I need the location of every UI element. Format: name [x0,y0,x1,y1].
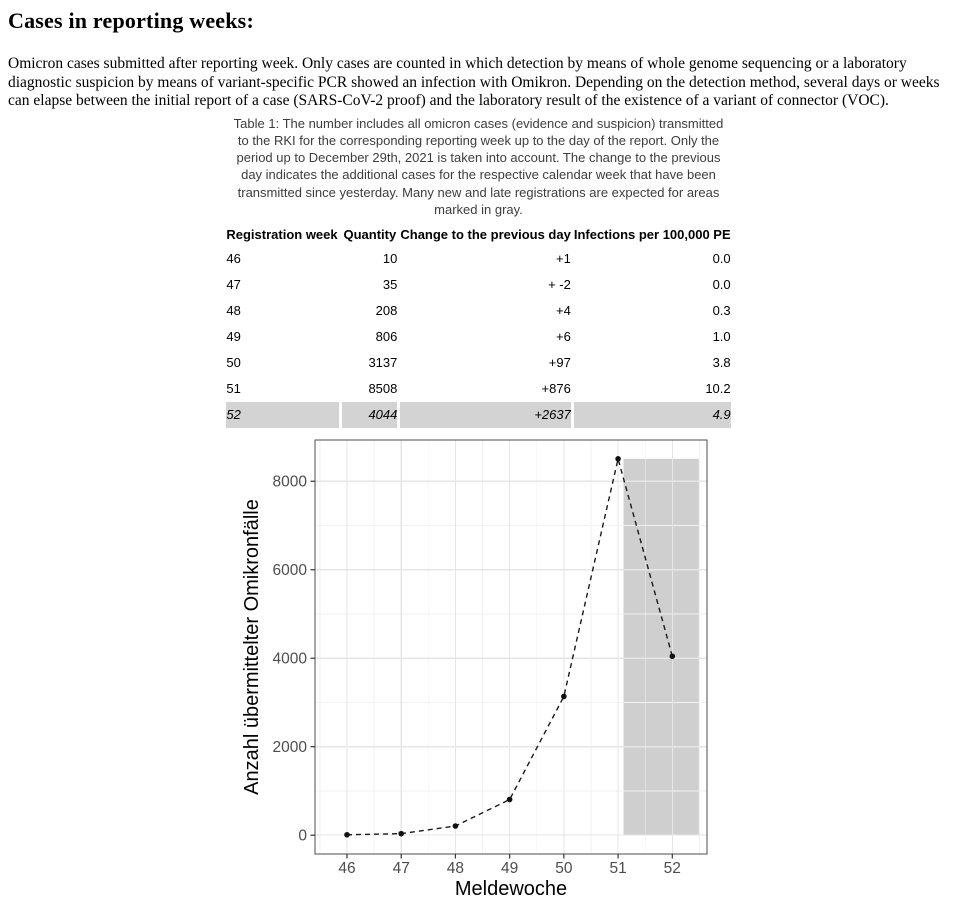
column-header-change: Change to the previous day [400,227,571,242]
table-row [226,324,730,350]
y-tick-label: 2000 [272,739,307,757]
data-point [669,653,675,659]
x-tick-label: 47 [392,860,410,877]
y-axis-title: Anzahl übermittelter Omikronfälle [240,499,263,795]
table-row [226,402,730,428]
cell-quantity: 806 [375,329,398,344]
cell-quantity: 8508 [368,381,398,396]
x-tick-label: 46 [337,860,356,877]
table-row [226,298,730,324]
table-caption: Table 1: The number includes all omicron cases (evidence and suspicion) transmitted to the RKI for the corresponding reporting week up to the day of the report. Only the period up to December 29th, 2021 is taken into account. The change to the previous day indicates the additional cases for the respective calendar week that have been transmitted since yesterday. Many new and late registrations are expected for areas marked in gray. [233,115,724,217]
column-header-registration-week: Registration week [226,227,338,242]
cell-quantity: 208 [375,303,398,318]
x-tick-label: 51 [608,860,627,877]
x-tick-label: 49 [500,860,518,877]
cell-infections: 4.9 [574,402,731,428]
cell-infections: 0.0 [712,277,731,292]
cell-registration-week: 52 [226,402,339,428]
cell-registration-week: 49 [226,329,241,344]
shaded-region [623,459,698,835]
x-axis-title: Meldewoche [454,878,567,900]
cell-quantity: 3137 [368,355,398,370]
cell-change: +97 [548,355,571,370]
page-title: Cases in reporting weeks: [8,8,254,33]
intro-paragraph: Omicron cases submitted after reporting week. Only cases are counted in which detection by means of whole genome sequencing or a laboratory diagnostic suspicion by means of variant-specific PCR showed an infection with Omikron. Depending on the detection method, several days or weeks can elapse between the initial report of a case (SARS-CoV-2 proof) and the laboratory result of the existence of a variant of connector (VOC). [8,55,940,110]
cell-registration-week: 51 [226,381,241,396]
data-point [398,831,404,837]
cell-quantity: 4044 [342,402,397,428]
table-row [226,350,730,376]
y-tick-label: 0 [297,827,307,845]
cell-change: +2637 [400,402,570,428]
table-row [226,272,730,298]
cell-registration-week: 46 [226,251,241,266]
cell-infections: 0.3 [712,303,731,318]
table-header-row [226,224,730,246]
cases-table [223,224,733,428]
chart-svg [239,437,719,904]
cell-change: +4 [556,303,571,318]
x-tick-label: 52 [663,860,681,877]
data-point [452,823,458,829]
cell-quantity: 10 [382,251,398,266]
y-tick-label: 8000 [272,473,307,491]
omicron-cases-chart [239,437,719,909]
cell-registration-week: 50 [226,355,241,370]
data-point [344,832,350,838]
x-tick-label: 50 [554,860,572,877]
column-header-quantity: Quantity [343,227,397,242]
data-point [506,797,512,803]
cell-quantity: 35 [382,277,398,292]
cell-change: +876 [541,381,571,396]
y-tick-label: 6000 [272,562,307,580]
cell-registration-week: 48 [226,303,241,318]
x-tick-label: 48 [446,860,464,877]
data-point [615,456,621,462]
column-header-infections: Infections per 100,000 PE [573,227,731,242]
cell-change: +1 [556,251,571,266]
cell-change: +6 [556,329,571,344]
table-row [226,246,730,272]
cell-infections: 3.8 [712,355,731,370]
cell-infections: 1.0 [712,329,731,344]
cell-registration-week: 47 [226,277,241,292]
cell-infections: 10.2 [705,381,731,396]
cases-table-body [226,246,730,428]
cell-change: + -2 [548,277,571,292]
data-point [561,694,567,700]
cell-infections: 0.0 [712,251,731,266]
table-row [226,376,730,402]
y-tick-label: 4000 [272,650,307,668]
